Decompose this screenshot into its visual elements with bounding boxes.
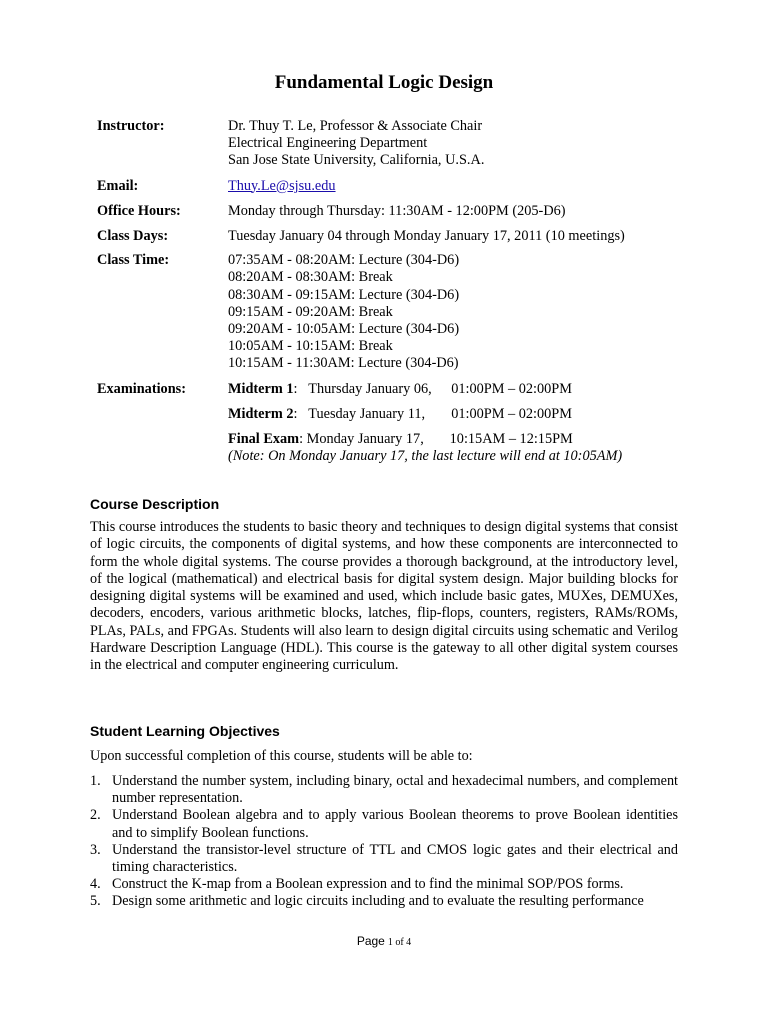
office-hours-value: Monday through Thursday: 11:30AM - 12:00PM (205-D6) <box>228 202 566 219</box>
document-title: Fundamental Logic Design <box>274 72 494 93</box>
list-item: 2. Understand Boolean algebra and to apply various Boolean theorems to prove Boolean identities and to simplify Boolean functions. <box>90 807 678 841</box>
course-description-text: This course introduces the students to basic theory and techniques to design digital systems that consist of logic circuits, the components of digital systems, and how these components are interconnected to form the whole digital systems. The course provides a thorough background, at the introductory level, of the logical (mathematical) and electrical basis for digital system design. Major building blocks for designing digital systems will be examined and used, which include basic gates, MUXes, DEMUXes, decoders, encoders, various arithmetic blocks, latches, flip-flops, counters, registers, RAMs/ROMs, PLAs, PALs, and FPGAs. Students will also learn to design digital circuits using schematic and Verilog Hardware Description Language (HDL). This course is the gateway to all other digital system courses in the electrical and computer engineering curriculum. <box>90 519 678 674</box>
page-footer <box>0 934 768 949</box>
list-item: 1. Understand the number system, including binary, octal and hexadecimal numbers, and complement number representation. <box>90 773 678 807</box>
exam-time: 01:00PM – 02:00PM <box>451 405 572 422</box>
email-row <box>97 178 697 195</box>
exam-day: Monday January 17, <box>306 431 424 448</box>
instructor-line: San Jose State University, California, U.S.A. <box>228 152 485 169</box>
instructor-line: Electrical Engineering Department <box>228 135 428 152</box>
office-hours-row <box>97 203 697 220</box>
class-days-label: Class Days: <box>97 228 169 245</box>
exam-name: Final Exam <box>228 431 300 448</box>
class-time-line: 08:30AM - 09:15AM: Lecture (304-D6) <box>228 286 460 303</box>
examinations-label: Examinations: <box>97 380 186 397</box>
page-number: 1 of 4 <box>387 937 412 948</box>
class-time-line: 10:05AM - 10:15AM: Break <box>228 338 393 355</box>
class-time-line: 09:15AM - 09:20AM: Break <box>228 303 393 320</box>
exam-name: Midterm 2 <box>228 405 294 422</box>
exam-time: 01:00PM – 02:00PM <box>451 380 572 397</box>
objectives-intro: Upon successful completion of this course, students will be able to: <box>90 748 473 764</box>
exam-line: Final Exam: Monday January 17, 10:15AM – 12:15PM <box>228 431 573 448</box>
exam-time: 10:15AM – 12:15PM <box>449 431 573 448</box>
office-hours-label: Office Hours: <box>97 202 181 219</box>
email-label: Email: <box>97 177 139 194</box>
instructor-row <box>97 118 697 170</box>
examinations-row <box>97 381 697 466</box>
instructor-value <box>228 118 697 170</box>
page-word: Page <box>356 934 385 948</box>
email-link[interactable]: Thuy.Le@sjsu.edu <box>228 177 336 194</box>
exam-note: (Note: On Monday January 17, the last lecture will end at 10:05AM) <box>228 448 623 465</box>
course-info-block <box>97 118 697 465</box>
objectives-list <box>90 773 678 911</box>
course-description-heading: Course Description <box>90 496 220 512</box>
list-item: 4. Construct the K-map from a Boolean expression and to find the minimal SOP/POS forms. <box>90 876 624 893</box>
list-item: 5. Design some arithmetic and logic circuits including and to evaluate the resulting performance <box>90 893 644 910</box>
list-item: 3. Understand the transistor-level structure of TTL and CMOS logic gates and their electrical and timing characteristics. <box>90 841 678 876</box>
class-time-line: 08:20AM - 08:30AM: Break <box>228 269 393 286</box>
instructor-line: Dr. Thuy T. Le, Professor & Associate Chair <box>228 118 483 134</box>
instructor-label: Instructor: <box>97 118 165 134</box>
class-time-row <box>97 252 697 372</box>
exam-day: Tuesday January 11, <box>308 405 426 422</box>
objectives-heading: Student Learning Objectives <box>90 723 280 739</box>
class-days-row <box>97 228 697 245</box>
class-days-value: Tuesday January 04 through Monday January 17, 2011 (10 meetings) <box>228 228 625 245</box>
class-time-line: 09:20AM - 10:05AM: Lecture (304-D6) <box>228 321 460 338</box>
exam-line: Midterm 1: Thursday January 06, 01:00PM – 02:00PM <box>228 380 572 397</box>
exam-line: Midterm 2: Tuesday January 11, 01:00PM – 02:00PM <box>228 405 572 422</box>
class-time-label: Class Time: <box>97 252 170 269</box>
class-time-line: 07:35AM - 08:20AM: Lecture (304-D6) <box>228 252 460 269</box>
exam-name: Midterm 1 <box>228 380 294 397</box>
examinations-value <box>228 381 697 466</box>
class-time-line: 10:15AM - 11:30AM: Lecture (304-D6) <box>228 355 459 372</box>
exam-day: Thursday January 06, <box>308 380 432 397</box>
class-time-value <box>228 252 697 372</box>
